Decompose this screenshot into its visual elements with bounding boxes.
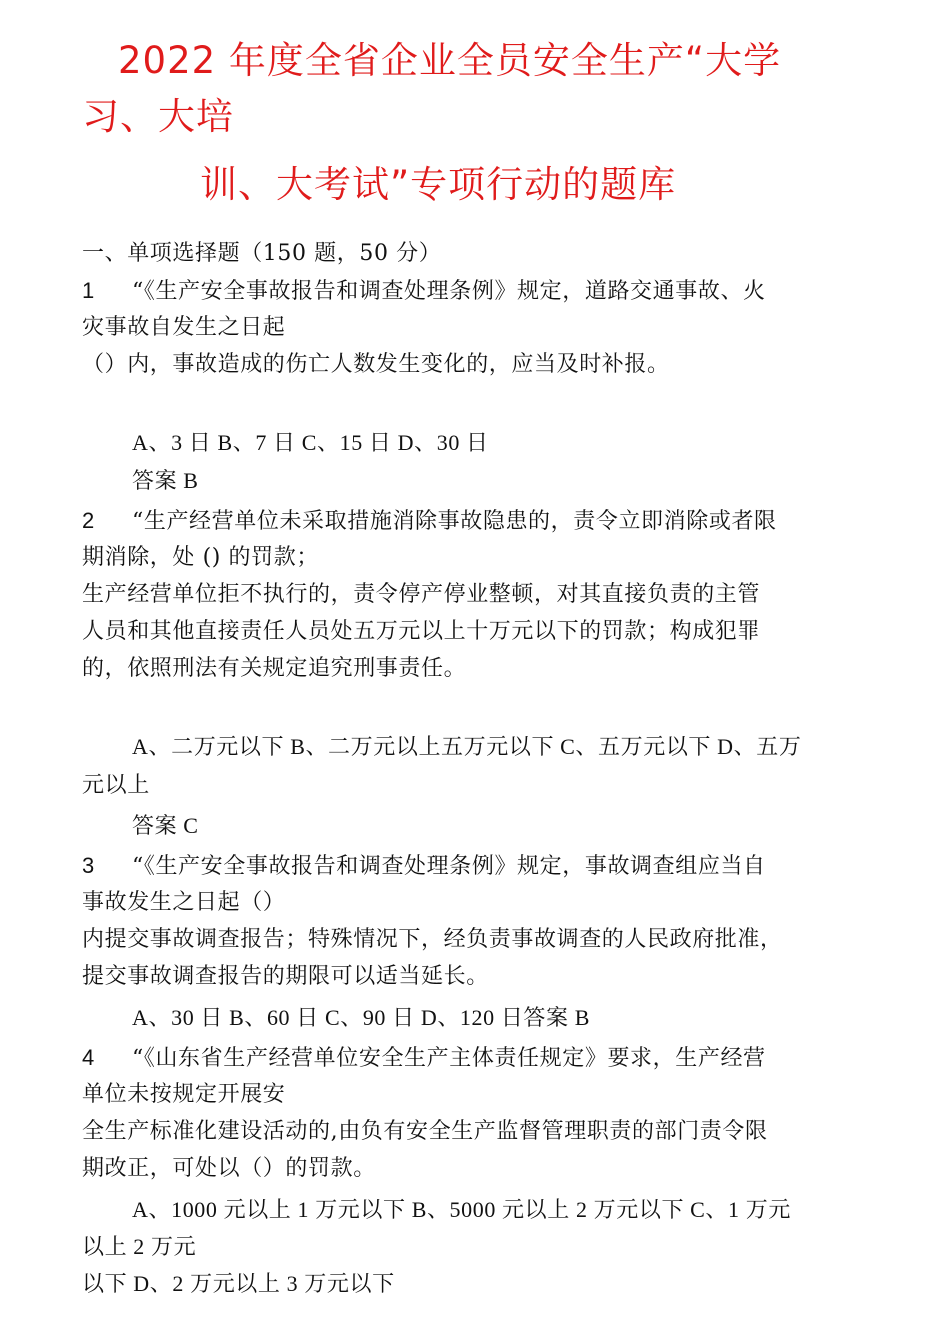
question-4-options-line-1: A、1000 元以上 1 万元以下 B、5000 元以上 2 万元以下 C、1 万元	[132, 1197, 791, 1222]
question-3-line-4: 提交事故调查报告的期限可以适当延长。	[82, 964, 489, 989]
question-2-line-1	[82, 503, 777, 540]
question-number: 4	[82, 1045, 95, 1070]
document-title-line-2: 习、大培	[82, 95, 234, 138]
question-2-options-line-2: 元以上	[82, 772, 150, 797]
question-1-line-1	[82, 273, 766, 310]
question-1-answer: 答案 B	[132, 468, 199, 493]
question-1-line-2: 灾事故自发生之日起	[82, 315, 286, 340]
question-4-options-line-2: 以上 2 万元	[82, 1234, 197, 1259]
question-2-line-2: 期消除，处 () 的罚款；	[82, 545, 319, 570]
section-heading: 一、单项选择题（150 题，50 分）	[82, 241, 442, 266]
question-number: 3	[82, 853, 95, 878]
question-number: 1	[82, 278, 95, 303]
question-3-options: A、30 日 B、60 日 C、90 日 D、120 日答案 B	[132, 1005, 590, 1030]
question-number: 2	[82, 508, 95, 533]
question-3-line-1	[82, 848, 766, 885]
question-2-line-3: 生产经营单位拒不执行的，责令停产停业整顿，对其直接负责的主管	[82, 582, 761, 607]
document-title-line-1: 2022 年度全省企业全员安全生产“大学	[118, 39, 782, 82]
question-4-line-3: 全生产标准化建设活动的,由负有安全生产监督管理职责的部门责令限	[82, 1119, 768, 1144]
question-1-line-3: （）内，事故造成的伤亡人数发生变化的，应当及时补报。	[82, 352, 670, 377]
question-text: “生产经营单位未采取措施消除事故隐患的，责令立即消除或者限	[132, 509, 777, 534]
question-1-options: A、3 日 B、7 日 C、15 日 D、30 日	[132, 430, 489, 455]
question-4-line-2: 单位未按规定开展安	[82, 1082, 286, 1107]
question-text: “《山东省生产经营单位安全生产主体责任规定》要求，生产经营	[132, 1046, 766, 1071]
question-2-line-4: 人员和其他直接责任人员处五万元以上十万元以下的罚款；构成犯罪	[82, 619, 761, 644]
question-4-line-1	[82, 1040, 766, 1077]
question-2-line-5: 的，依照刑法有关规定追究刑事责任。	[82, 656, 467, 681]
document-title-line-3: 训、大考试”专项行动的题库	[200, 163, 677, 206]
question-3-line-2: 事故发生之日起（）	[82, 890, 286, 915]
question-2-answer: 答案 C	[132, 813, 199, 838]
question-text: “《生产安全事故报告和调查处理条例》规定，道路交通事故、火	[132, 279, 766, 304]
question-text: “《生产安全事故报告和调查处理条例》规定，事故调查组应当自	[132, 854, 766, 879]
question-3-line-3: 内提交事故调查报告；特殊情况下，经负责事故调查的人民政府批准，	[82, 927, 783, 952]
question-2-options-line-1: A、二万元以下 B、二万元以上五万元以下 C、五万元以下 D、五万	[132, 734, 802, 759]
question-4-line-4: 期改正，可处以（）的罚款。	[82, 1156, 376, 1181]
question-4-options-line-3: 以下 D、2 万元以上 3 万元以下	[82, 1271, 395, 1296]
